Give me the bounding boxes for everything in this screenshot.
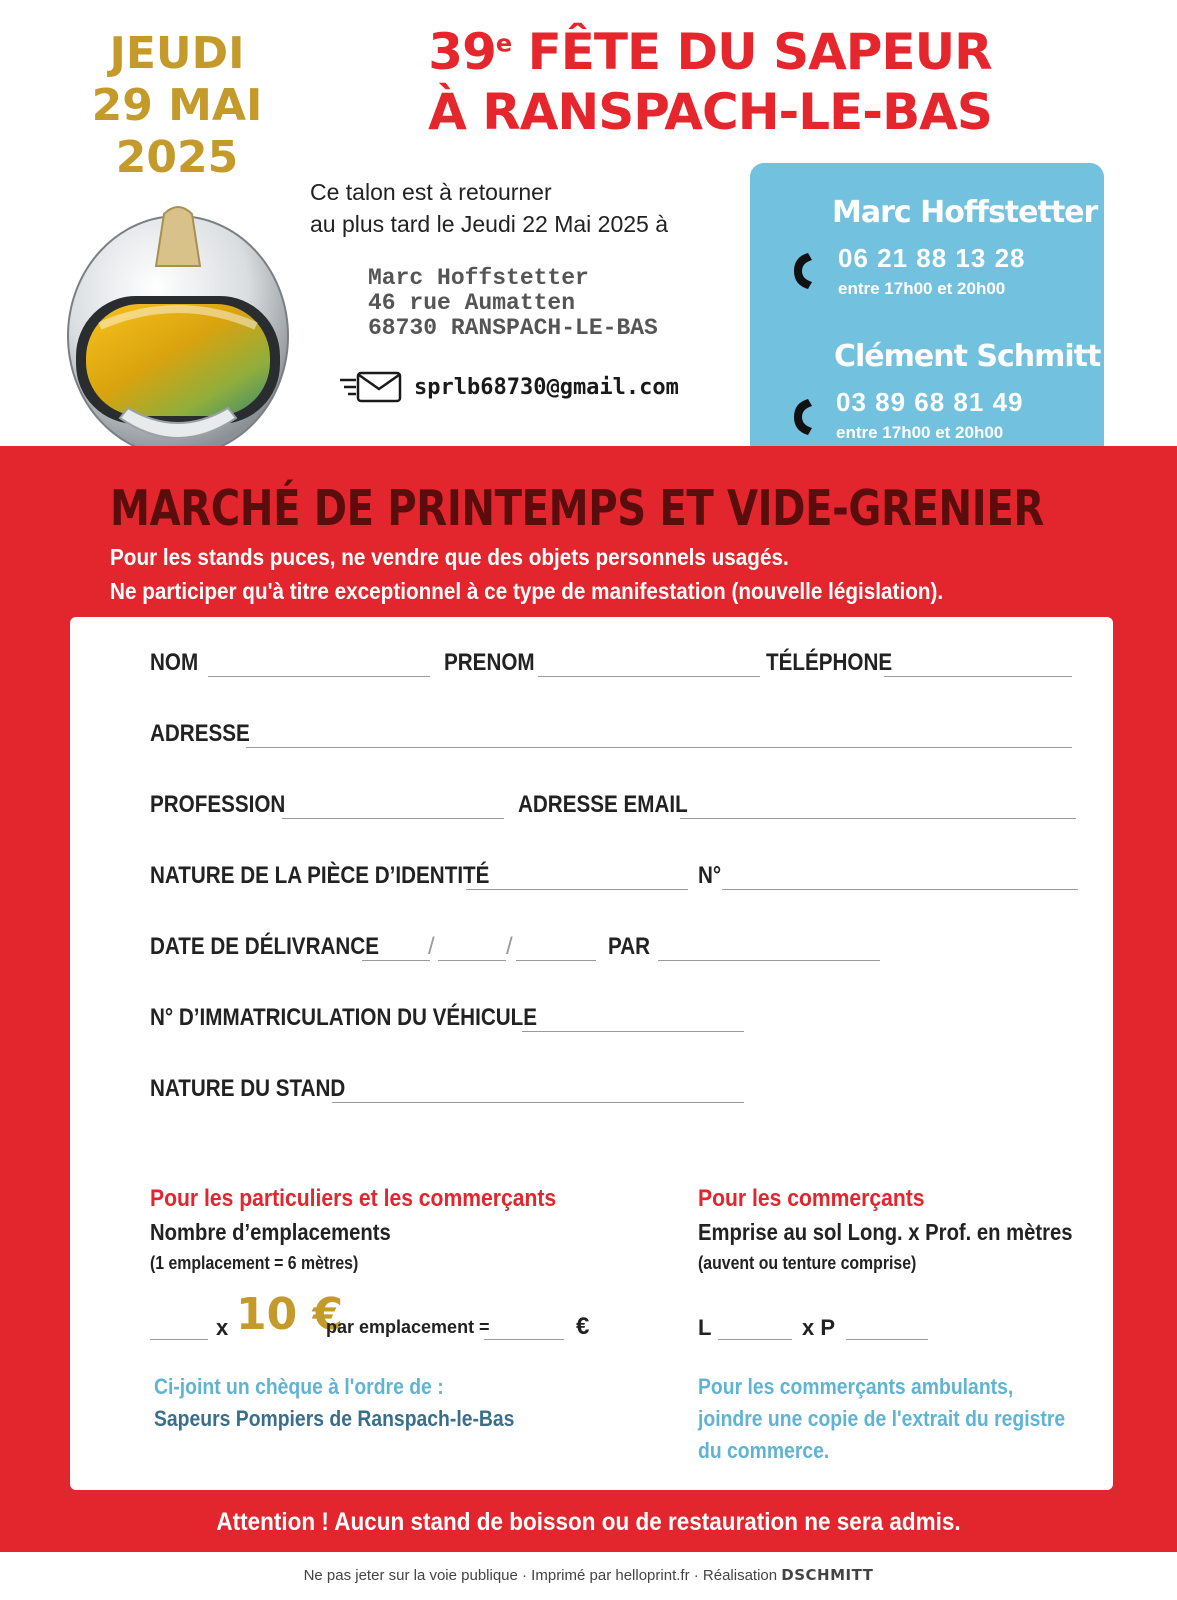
label-nature-stand: NATURE DU STAND [150, 1075, 346, 1102]
field-nature-stand[interactable] [332, 1102, 744, 1103]
contact-1-name: Marc Hoffstetter [832, 195, 1098, 230]
commercants-subheading: Emprise au sol Long. x Prof. en mètres [698, 1219, 1073, 1245]
phone-icon [788, 397, 816, 437]
footer-text: Ne pas jeter sur la voie publique · Imprimé par helloprint.fr · Réalisation [303, 1567, 782, 1584]
title-line1-rest: FÊTE DU SAPEUR [511, 23, 992, 81]
event-title-line2: À RANSPACH-LE-BAS [428, 83, 992, 141]
field-prenom[interactable] [538, 676, 760, 677]
commercants-heading: Pour les commerçants [698, 1185, 925, 1212]
length-label: L [698, 1315, 712, 1340]
ambulant-line-1: Pour les commerçants ambulants, [698, 1374, 1014, 1399]
per-spot-label: par emplacement = [326, 1317, 490, 1337]
return-instructions [310, 176, 668, 240]
event-date [62, 28, 292, 184]
field-depth[interactable] [846, 1339, 928, 1340]
event-day: JEUDI [109, 28, 245, 79]
email-row [340, 370, 679, 404]
particuliers-note: (1 emplacement = 6 mètres) [150, 1253, 359, 1273]
ambulant-line-3: du commerce. [698, 1438, 830, 1463]
ambulant-line-2: joindre une copie de l'extrait du registre [698, 1406, 1066, 1431]
cheque-line-1: Ci-joint un chèque à l'ordre de : [154, 1374, 444, 1399]
contact-2-name: Clément Schmitt [834, 339, 1101, 374]
envelope-icon [340, 370, 402, 404]
market-rule-2: Ne participer qu'à titre exceptionnel à ce type de manifestation (nouvelle législation). [110, 578, 944, 604]
contact-1-hours: entre 17h00 et 20h00 [838, 279, 1006, 298]
label-telephone: TÉLÉPHONE [766, 649, 893, 676]
return-line1: Ce talon est à retourner [310, 179, 552, 205]
address-city: 68730 RANSPACH-LE-BAS [368, 315, 658, 341]
field-numero[interactable] [722, 889, 1078, 890]
contact-box [750, 163, 1104, 472]
date-separator: / [428, 933, 435, 960]
edition-suffix: e [495, 29, 512, 58]
label-numero: N° [698, 862, 722, 889]
field-date-month[interactable] [438, 960, 506, 961]
return-line2: au plus tard le Jeudi 22 Mai 2025 à [310, 211, 669, 237]
field-piece-identite[interactable] [466, 889, 688, 890]
particuliers-subheading: Nombre d’emplacements [150, 1219, 391, 1245]
label-par: PAR [608, 933, 651, 960]
field-telephone[interactable] [884, 676, 1072, 677]
label-adresse-email: ADRESSE EMAIL [518, 791, 688, 818]
field-nom[interactable] [208, 676, 430, 677]
depth-label: x P [802, 1315, 836, 1340]
multiply-sign: x [216, 1315, 229, 1340]
return-address [368, 266, 658, 341]
event-title-line1 [360, 22, 1060, 82]
contact-email[interactable]: sprlb68730@gmail.com [414, 374, 679, 400]
event-day-month: 29 MAI [91, 80, 263, 131]
market-title: MARCHÉ DE PRINTEMPS ET VIDE-GRENIER [110, 480, 1044, 537]
contact-1-phone[interactable]: 06 21 88 13 28 [838, 243, 1026, 273]
field-adresse-email[interactable] [680, 818, 1076, 819]
market-rule-1: Pour les stands puces, ne vendre que des objets personnels usagés. [110, 544, 789, 570]
contact-2-phone[interactable]: 03 89 68 81 49 [836, 387, 1024, 417]
event-year: 2025 [115, 132, 239, 183]
field-total-amount[interactable] [484, 1339, 564, 1340]
footer-brand: DSCHMITT [781, 1566, 874, 1584]
field-length[interactable] [718, 1339, 792, 1340]
field-profession[interactable] [282, 818, 504, 819]
warning-banner [0, 1508, 1177, 1537]
cheque-line-2: Sapeurs Pompiers de Ranspach-le-Bas [154, 1406, 515, 1431]
firefighter-helmet-icon [60, 196, 296, 464]
label-date-delivrance: DATE DE DÉLIVRANCE [150, 933, 379, 960]
field-immatriculation[interactable] [522, 1031, 744, 1032]
contact-2-hours: entre 17h00 et 20h00 [836, 423, 1004, 442]
footer [0, 1566, 1177, 1584]
label-profession: PROFESSION [150, 791, 286, 818]
field-adresse[interactable] [246, 747, 1072, 748]
particuliers-heading: Pour les particuliers et les commerçants [150, 1185, 557, 1212]
price-per-spot: 10 € [236, 1289, 344, 1340]
field-par[interactable] [658, 960, 880, 961]
edition-number: 39 [428, 23, 496, 81]
label-piece-identite: NATURE DE LA PIÈCE D’IDENTITÉ [150, 862, 490, 889]
address-name: Marc Hoffstetter [368, 265, 589, 291]
phone-icon [788, 251, 816, 291]
label-nom: NOM [150, 649, 199, 676]
field-date-year[interactable] [516, 960, 596, 961]
warning-text: Attention ! Aucun stand de boisson ou de restauration ne sera admis. [216, 1508, 961, 1536]
commercants-note: (auvent ou tenture comprise) [698, 1253, 917, 1273]
registration-form [70, 617, 1113, 1490]
label-immatriculation: N° D’IMMATRICULATION DU VÉHICULE [150, 1004, 538, 1031]
field-nombre-emplacements[interactable] [150, 1339, 208, 1340]
event-title [360, 22, 1060, 142]
label-adresse: ADRESSE [150, 720, 250, 747]
address-street: 46 rue Aumatten [368, 290, 576, 316]
date-separator: / [506, 933, 513, 960]
field-date-day[interactable] [362, 960, 430, 961]
label-prenom: PRENOM [444, 649, 535, 676]
currency-symbol: € [576, 1313, 590, 1340]
